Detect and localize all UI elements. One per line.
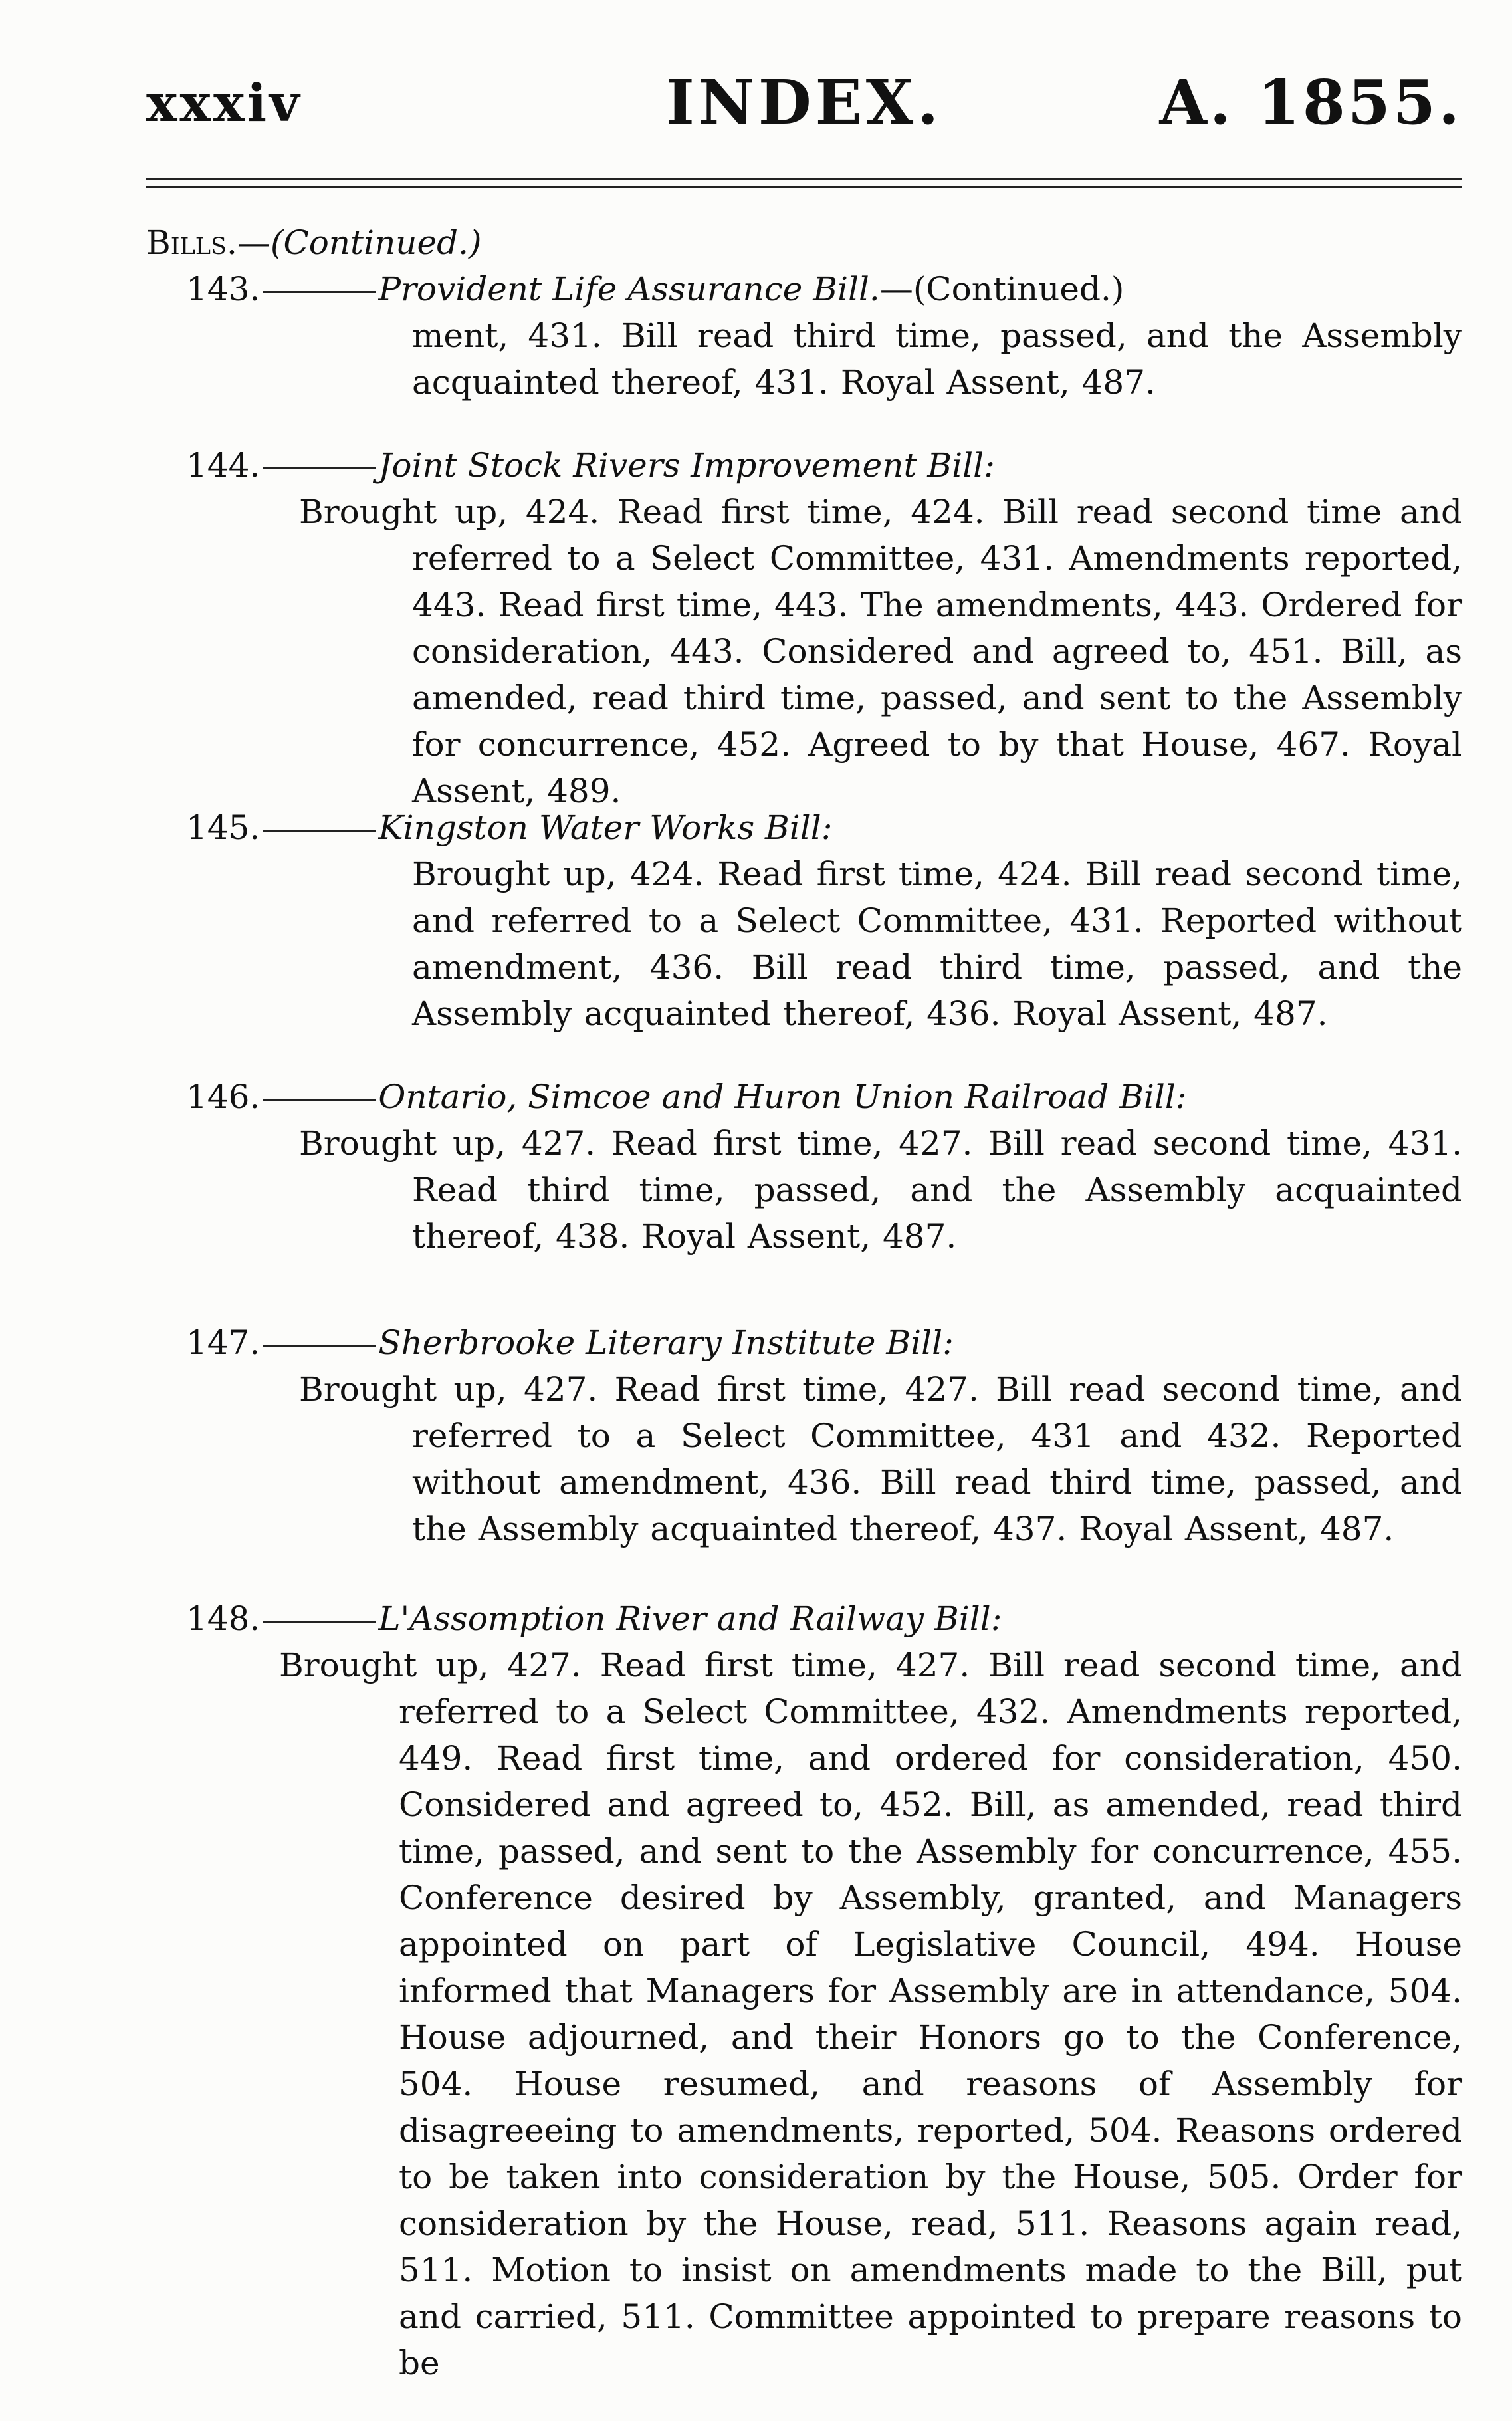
- entry-title: Provident Life Assurance Bill.: [378, 270, 880, 308]
- entry-body: Brought up, 427. Read first time, 427. Bill read second time, and referred to a Select Committee, 431 and 432. Reported without amendment, 436. Bill read third time, passed, and the Assembly acquainted thereof, 437. Royal Assent, 487.: [299, 1370, 1462, 1548]
- entry-number: 144.: [186, 446, 261, 485]
- entry-dash: [263, 1621, 376, 1623]
- section-heading: [146, 219, 482, 266]
- entry-title-line: [146, 1074, 1462, 1120]
- entry-title: L'Assomption River and Railway Bill:: [378, 1599, 1002, 1638]
- index-entry: [146, 1595, 1462, 2386]
- section-name: Bills.: [146, 223, 237, 262]
- entry-body: Brought up, 427. Read first time, 427. Bill read second time, 431. Read third time, passed, and the Assembly acquainted thereof, 438. Royal Assent, 487.: [299, 1124, 1462, 1256]
- entry-title: Joint Stock Rivers Improvement Bill:: [378, 446, 995, 485]
- index-entry: [146, 442, 1462, 814]
- entry-title-line: [146, 1595, 1462, 1642]
- entry-title: Ontario, Simcoe and Huron Union Railroad Bill:: [378, 1078, 1187, 1116]
- entry-title: Sherbrooke Literary Institute Bill:: [378, 1324, 954, 1362]
- year-label: A. 1855.: [1159, 66, 1462, 138]
- entry-title-suffix: —(Continued.): [879, 270, 1125, 308]
- section-continued: —(Continued.): [237, 223, 482, 262]
- header-rule-bottom: [146, 186, 1462, 188]
- entry-title-line: [146, 804, 1462, 851]
- entry-title-line: [146, 1320, 1462, 1366]
- entry-body: ment, 431. Bill read third time, passed, and the Assembly acquainted thereof, 431. Royal Assent, 487.: [412, 316, 1462, 402]
- entry-number: 143.: [186, 270, 261, 308]
- entry-dash: [263, 291, 376, 293]
- entry-number: 145.: [186, 808, 261, 847]
- entry-number: 148.: [186, 1599, 261, 1638]
- entry-dash: [263, 830, 376, 832]
- entry-body: Brought up, 424. Read first time, 424. Bill read second time, and referred to a Select Committee, 431. Reported without amendment, 436. Bill read third time, passed, and the Assembly acquainted thereof, 436. Royal Assent, 487.: [412, 855, 1462, 1033]
- page-number: xxxiv: [146, 73, 302, 134]
- entry-body: Brought up, 424. Read first time, 424. Bill read second time and referred to a Select Committee, 431. Amendments reported, 443. Read first time, 443. The amendments, 443. Ordered for consideration, 443. Considered and agreed to, 451. Bill, as amended, read third time, passed, and sent to the Assembly for concurrence, 452. Agreed to by that House, 467. Royal Assent, 489.: [299, 493, 1462, 810]
- entry-number: 147.: [186, 1324, 261, 1362]
- index-entry: [146, 1074, 1462, 1260]
- entry-dash: [263, 467, 376, 469]
- index-entry: [146, 266, 1462, 405]
- entry-title-line: [146, 266, 1462, 312]
- entry-title-line: [146, 442, 1462, 489]
- page-header: [146, 66, 1462, 146]
- entry-dash: [263, 1099, 376, 1101]
- header-rule-top: [146, 178, 1462, 180]
- entry-body: Brought up, 427. Read first time, 427. Bill read second time, and referred to a Select Committee, 432. Amendments reported, 449. Read first time, and ordered for consideration, 450. Considered and agreed to, 452. Bill, as amended, read third time, passed, and sent to the Assembly for concurrence, 455. Conference desired by Assembly, granted, and Managers appointed on part of Legislative Council, 494. House informed that Managers for Assembly are in attendance, 504. House adjourned, and their Honors go to the Conference, 504. House resumed, and reasons of Assembly for disagreeeing to amendments, reported, 504. Reasons ordered to be taken into consideration by the House, 505. Order for consideration by the House, read, 511. Reasons again read, 511. Motion to insist on amendments made to the Bill, put and carried, 511. Committee appointed to prepare reasons to be: [279, 1646, 1462, 2382]
- entry-number: 146.: [186, 1078, 261, 1116]
- index-entry: [146, 1320, 1462, 1552]
- entry-dash: [263, 1345, 376, 1347]
- entry-title: Kingston Water Works Bill:: [378, 808, 833, 847]
- page-title: INDEX.: [665, 66, 943, 138]
- index-entry: [146, 804, 1462, 1037]
